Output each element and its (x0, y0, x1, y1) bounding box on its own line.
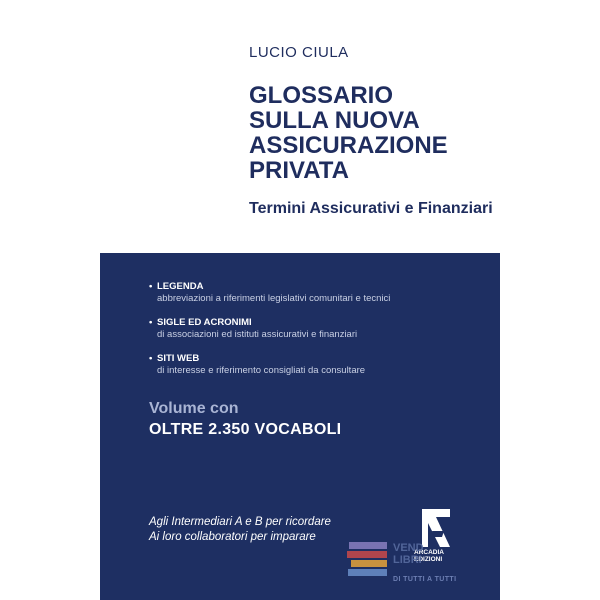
watermark-line: VEND (393, 542, 424, 554)
tagline-line: Ai loro collaboratori per imparare (149, 531, 316, 543)
feature-heading: SITI WEB (157, 353, 200, 364)
watermark-line: LIBRI (393, 554, 422, 566)
feature-item (149, 281, 489, 305)
publisher-name: ARCADIA EDIZIONI (414, 549, 444, 563)
bullet-icon: • (149, 353, 153, 364)
author-name: LUCIO CIULA (249, 44, 349, 61)
tagline (149, 515, 331, 545)
title-line: SULLA NUOVA (249, 107, 420, 134)
feature-description: di interesse e riferimento consigliati da consultare (157, 365, 366, 376)
book-subtitle: Termini Assicurativi e Finanziari (249, 200, 493, 217)
title-line: PRIVATA (249, 157, 349, 184)
book-title (249, 83, 579, 183)
title-line: ASSICURAZIONE (249, 132, 448, 159)
watermark-logo (345, 536, 485, 592)
bullet-icon: • (149, 281, 153, 292)
books-stack-icon (345, 540, 391, 580)
title-line: GLOSSARIO (249, 82, 394, 109)
feature-item (149, 317, 489, 341)
feature-heading: LEGENDA (157, 281, 204, 292)
feature-item (149, 353, 489, 377)
bullet-icon: • (149, 317, 153, 328)
volume-label: Volume con (149, 400, 239, 417)
feature-description: abbreviazioni a riferimenti legislativi comunitari e tecnici (157, 293, 391, 304)
feature-heading: SIGLE ED ACRONIMI (157, 317, 252, 328)
feature-description: di associazioni ed istituti assicurativi e finanziari (157, 329, 358, 340)
watermark-slogan: DI TUTTI A TUTTI (393, 576, 457, 583)
feature-list (149, 281, 489, 389)
vocabulary-count: OLTRE 2.350 VOCABOLI (149, 421, 342, 438)
tagline-line: Agli Intermediari A e B per ricordare (149, 516, 331, 528)
